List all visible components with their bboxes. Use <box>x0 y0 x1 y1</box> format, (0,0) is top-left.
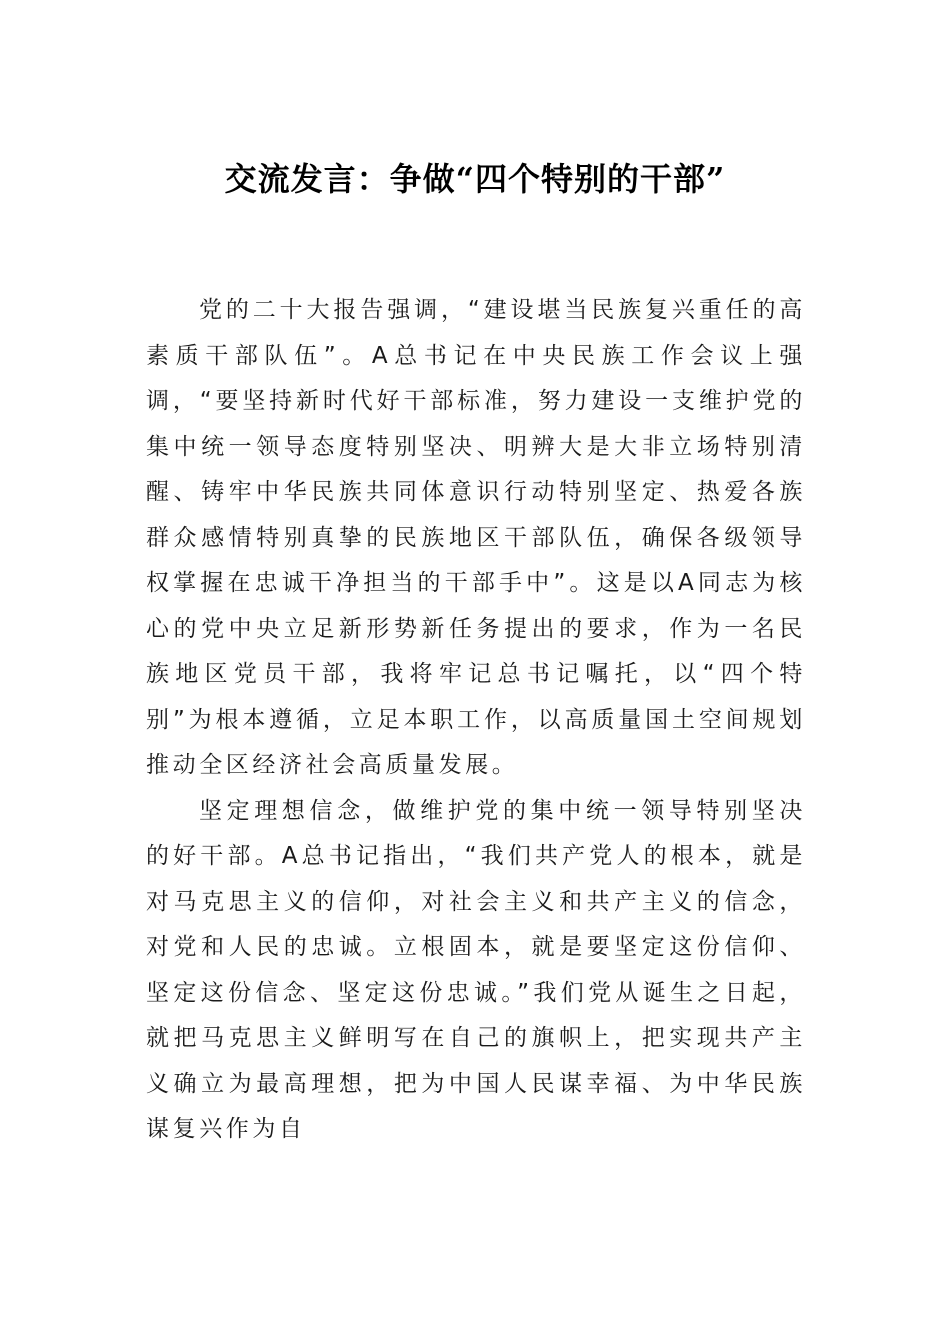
document-title: 交流发言：争做“四个特别的干部” <box>224 160 726 198</box>
paragraph-1: 党的二十大报告强调，“建设堪当民族复兴重任的高素质干部队伍”。A总书记在中央民族工作会议上强调，“要坚持新时代好干部标准，努力建设一支维护党的集中统一领导态度特别坚决、明辨大是大非立场特别清醒、铸牢中华民族共同体意识行动特别坚定、热爱各族群众感情特别真挚的民族地区干部队伍，确保各级领导权掌握在忠诚干净担当的干部手中”。这是以A同志为核心的党中央立足新形势新任务提出的要求，作为一名民族地区党员干部，我将牢记总书记嘱托，以“四个特别”为根本遵循，立足本职工作，以高质量国土空间规划推动全区经济社会高质量发展。 <box>146 297 806 778</box>
paragraph-2: 坚定理想信念，做维护党的集中统一领导特别坚决的好干部。A总书记指出，“我们共产党人的根本，就是对马克思主义的信仰，对社会主义和共产主义的信念，对党和人民的忠诚。立根固本，就是要坚定这份信仰、坚定这份信念、坚定这份忠诚。”我们党从诞生之日起，就把马克思主义鲜明写在自己的旗帜上，把实现共产主义确立为最高理想，把为中国人民谋幸福、为中华民族谋复兴作为自 <box>146 797 806 1142</box>
document-body <box>146 288 806 1153</box>
